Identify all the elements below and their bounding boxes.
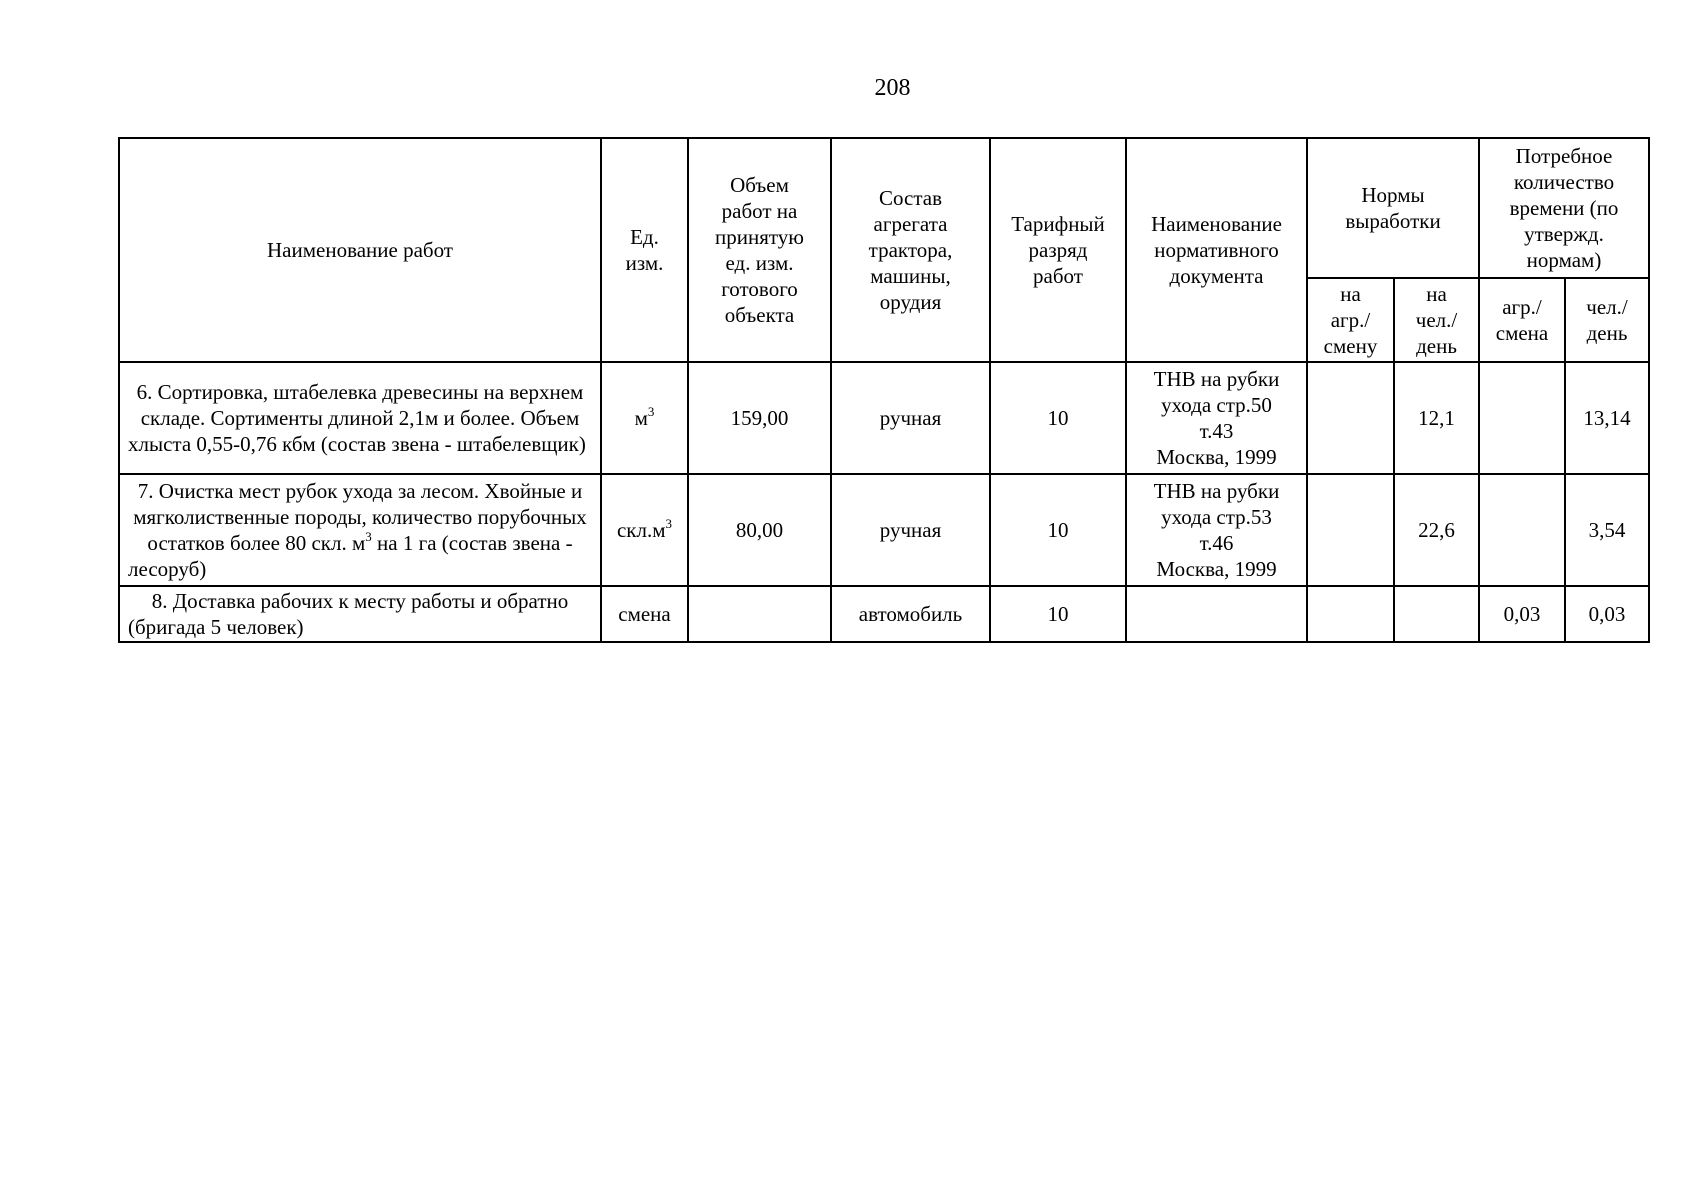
composition-cell: ручная (831, 474, 990, 586)
unit-cell: $скл.м^3$ (601, 474, 688, 586)
header-norm-unit-shift: на агр./ смену (1307, 278, 1394, 362)
header-row (119, 138, 1649, 278)
page-number: 208 (874, 75, 911, 101)
time-person-day-cell: 0,03 (1565, 586, 1649, 642)
tariff-cell: 10 (990, 586, 1126, 642)
norm-person-day-cell: 22,6 (1394, 474, 1479, 586)
norm-person-day-cell (1394, 586, 1479, 642)
table-row (119, 362, 1649, 474)
work-norms-table (118, 137, 1650, 643)
unit-cell: смена (601, 586, 688, 642)
header-unit-composition: Состав агрегата трактора, машины, орудия (831, 138, 990, 362)
volume-cell: 159,00 (688, 362, 831, 474)
table-row (119, 586, 1649, 642)
work-name-cell: 6. Сортировка, штабелевка древесины на верхнем складе. Сортименты длиной 2,1м и более. Объем хлыста 0,55-0,76 кбм (состав звена - штабелевщик) (119, 362, 601, 474)
time-unit-shift-cell (1479, 474, 1565, 586)
header-time-required: Потребное количество времени (по утвержд. нормам) (1479, 138, 1649, 278)
header-unit: Ед. изм. (601, 138, 688, 362)
time-person-day-cell: 3,54 (1565, 474, 1649, 586)
header-time-person-day: чел./ день (1565, 278, 1649, 362)
document-cell: ТНВ на рубки ухода стр.53 т.46 Москва, 1999 (1126, 474, 1307, 586)
time-person-day-cell: 13,14 (1565, 362, 1649, 474)
time-unit-shift-cell (1479, 362, 1565, 474)
header-work-name: Наименование работ (119, 138, 601, 362)
volume-cell (688, 586, 831, 642)
volume-cell: 80,00 (688, 474, 831, 586)
work-name-cell: 7. Очистка мест рубок ухода за лесом. Хвойные и мягколиственные породы, количество порубочных остатков более 80 скл. $м^3$ на 1 га (состав звена - лесоруб) (119, 474, 601, 586)
composition-cell: автомобиль (831, 586, 990, 642)
tariff-cell: 10 (990, 362, 1126, 474)
document-cell: ТНВ на рубки ухода стр.50 т.43 Москва, 1999 (1126, 362, 1307, 474)
header-volume: Объем работ на принятую ед. изм. готового объекта (688, 138, 831, 362)
table-row (119, 474, 1649, 586)
norm-unit-shift-cell (1307, 362, 1394, 474)
header-document: Наименование нормативного документа (1126, 138, 1307, 362)
tariff-cell: 10 (990, 474, 1126, 586)
header-time-unit-shift: агр./ смена (1479, 278, 1565, 362)
composition-cell: ручная (831, 362, 990, 474)
time-unit-shift-cell: 0,03 (1479, 586, 1565, 642)
document-cell (1126, 586, 1307, 642)
header-norms: Нормы выработки (1307, 138, 1479, 278)
norm-person-day-cell: 12,1 (1394, 362, 1479, 474)
header-tariff: Тарифный разряд работ (990, 138, 1126, 362)
header-norm-person-day: на чел./ день (1394, 278, 1479, 362)
norm-unit-shift-cell (1307, 586, 1394, 642)
unit-cell: $м^3$ (601, 362, 688, 474)
norm-unit-shift-cell (1307, 474, 1394, 586)
work-name-cell: 8. Доставка рабочих к месту работы и обратно (бригада 5 человек) (119, 586, 601, 642)
